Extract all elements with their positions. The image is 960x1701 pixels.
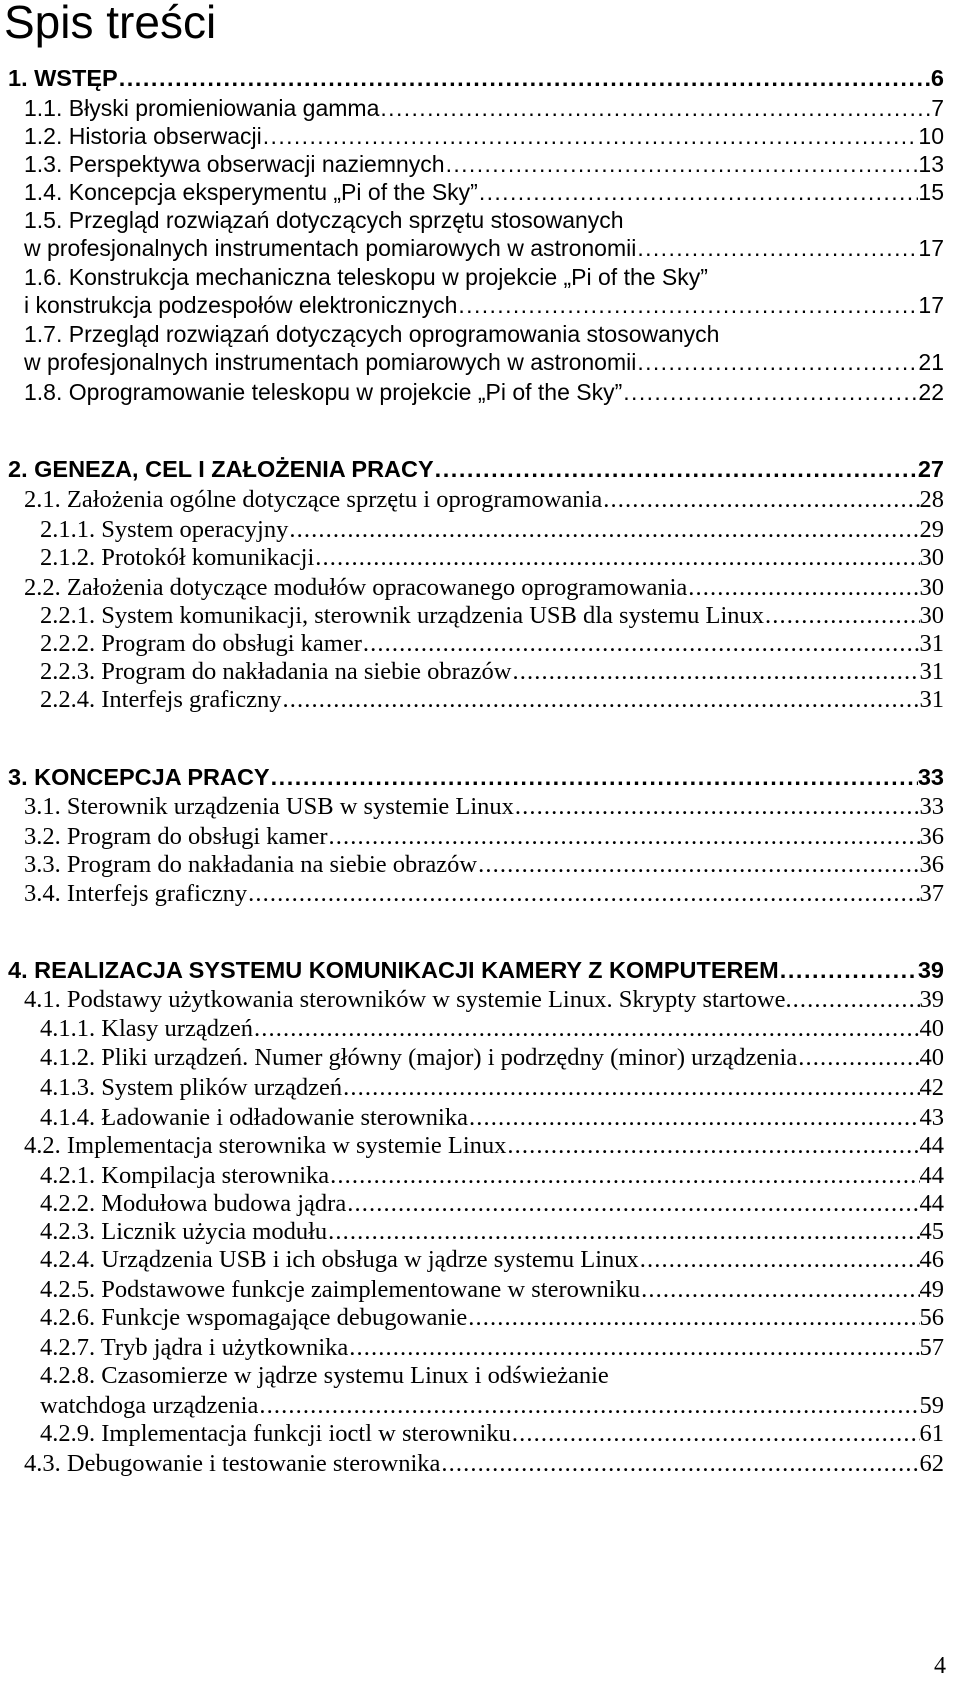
toc-page-number: 30 bbox=[919, 574, 944, 601]
toc-entry[interactable] bbox=[24, 849, 944, 881]
toc-entry-title: 1.7. Przegląd rozwiązań dotyczących oprogramowania stosowanych bbox=[24, 321, 720, 347]
toc-entry[interactable] bbox=[40, 1360, 944, 1392]
toc-entry[interactable] bbox=[40, 1244, 944, 1276]
toc-entry-title: 4.2.9. Implementacja funkcji ioctl w sterowniku bbox=[40, 1420, 511, 1447]
toc-entry-title: 2.1.1. System operacyjny bbox=[40, 516, 289, 543]
toc-page-number: 36 bbox=[919, 823, 944, 850]
toc-entry-title: 4.3. Debugowanie i testowanie sterownika bbox=[24, 1450, 441, 1477]
toc-entry-title: 1.6. Konstrukcja mechaniczna teleskopu w projekcie „Pi of the Sky” bbox=[24, 264, 708, 290]
toc-page-number: 28 bbox=[919, 486, 944, 513]
toc-leader-dots bbox=[457, 289, 918, 321]
toc-entry-title: 3.2. Program do obsługi kamer bbox=[24, 823, 328, 850]
toc-leader-dots bbox=[118, 62, 931, 94]
toc-page-number: 61 bbox=[919, 1420, 944, 1447]
toc-leader-dots bbox=[506, 1130, 919, 1162]
toc-page-number: 33 bbox=[917, 764, 944, 790]
toc-page-number: 29 bbox=[919, 516, 944, 543]
toc-leader-dots bbox=[511, 1418, 920, 1450]
toc-entry-title: watchdoga urządzenia bbox=[40, 1392, 259, 1419]
toc-entry-title: 2.1.2. Protokół komunikacji bbox=[40, 544, 315, 571]
toc-entry[interactable] bbox=[40, 1042, 944, 1074]
toc-leader-dots bbox=[636, 346, 918, 378]
toc-entry[interactable] bbox=[24, 289, 944, 321]
toc-entry-title: 4.2.8. Czasomierze w jądrze systemu Linux i odświeżanie bbox=[40, 1362, 609, 1389]
toc-page-number: 39 bbox=[919, 986, 944, 1013]
toc-leader-dots bbox=[792, 984, 920, 1016]
toc-page-number: 22 bbox=[918, 379, 944, 405]
toc-entry-title: 4.2.2. Modułowa budowa jądra bbox=[40, 1190, 347, 1217]
toc-page-number: 37 bbox=[919, 880, 944, 907]
toc-leader-dots bbox=[314, 542, 919, 574]
toc-entry-title: 4.1. Podstawy użytkowania sterowników w systemie Linux. Skrypty startowe. bbox=[24, 986, 792, 1013]
toc-leader-dots bbox=[247, 878, 919, 910]
toc-page-number: 49 bbox=[919, 1276, 944, 1303]
toc-page-number: 7 bbox=[931, 95, 944, 121]
toc-entry[interactable] bbox=[24, 1448, 944, 1480]
toc-entry-title: 2.2. Założenia dotyczące modułów opracowanego oprogramowania bbox=[24, 574, 688, 601]
toc-page-number: 15 bbox=[918, 179, 944, 205]
toc-page-number: 13 bbox=[918, 151, 944, 177]
toc-page-number: 59 bbox=[919, 1392, 944, 1419]
toc-entry-title: 3.3. Program do nakładania na siebie obrazów bbox=[24, 851, 478, 878]
toc-entry-title: 2.2.2. Program do obsługi kamer bbox=[40, 630, 362, 657]
toc-leader-dots bbox=[477, 849, 919, 881]
toc-chapter-entry[interactable] bbox=[8, 761, 944, 793]
toc-page-number: 44 bbox=[919, 1132, 944, 1159]
toc-page-number: 10 bbox=[918, 123, 944, 149]
toc-entry-title: 1.1. Błyski promieniowania gamma bbox=[24, 95, 380, 121]
toc-entry[interactable] bbox=[40, 1072, 944, 1104]
toc-entry-title: 3. KONCEPCJA PRACY bbox=[8, 764, 270, 790]
toc-leader-dots bbox=[434, 453, 918, 485]
toc-page-number: 27 bbox=[917, 456, 944, 482]
toc-leader-dots bbox=[440, 1448, 919, 1480]
toc-chapter-entry[interactable] bbox=[8, 954, 944, 986]
toc-entry-title: 2.2.1. System komunikacji, sterownik urządzenia USB dla systemu Linux bbox=[40, 602, 765, 629]
toc-page-number: 45 bbox=[919, 1218, 944, 1245]
toc-entry-title: 4.1.2. Pliki urządzeń. Numer główny (major) i podrzędny (minor) urządzenia bbox=[40, 1044, 798, 1071]
toc-chapter-entry[interactable] bbox=[8, 453, 944, 485]
toc-page-number: 17 bbox=[918, 292, 944, 318]
toc-entry[interactable] bbox=[24, 791, 944, 823]
toc-entry[interactable] bbox=[24, 484, 944, 516]
toc-entry[interactable] bbox=[24, 376, 944, 408]
toc-leader-dots bbox=[797, 1042, 919, 1074]
toc-entry-title: i konstrukcja podzespołów elektronicznych bbox=[24, 292, 458, 318]
toc-page-number: 39 bbox=[917, 957, 944, 983]
toc-leader-dots bbox=[270, 761, 918, 793]
toc-page-number: 46 bbox=[919, 1246, 944, 1273]
toc-entry-title: 3.4. Interfejs graficzny bbox=[24, 880, 248, 907]
toc-entry-title: 2.2.4. Interfejs graficzny bbox=[40, 686, 282, 713]
toc-entry-title: 4.2.5. Podstawowe funkcje zaimplementowane w sterowniku bbox=[40, 1276, 641, 1303]
toc-page-number: 42 bbox=[919, 1074, 944, 1101]
toc-entry-title: 4.2.4. Urządzenia USB i ich obsługa w jądrze systemu Linux bbox=[40, 1246, 639, 1273]
toc-leader-dots bbox=[639, 1244, 920, 1276]
toc-page-number: 56 bbox=[919, 1304, 944, 1331]
toc-entry-title: 4.1.4. Ładowanie i odładowanie sterownika bbox=[40, 1104, 468, 1131]
toc-entry[interactable] bbox=[40, 1013, 944, 1045]
toc-page-number: 40 bbox=[919, 1015, 944, 1042]
toc-entry-title: 1.8. Oprogramowanie teleskopu w projekcie „Pi of the Sky” bbox=[24, 379, 623, 405]
toc-leader-dots bbox=[342, 1072, 919, 1104]
toc-entry[interactable] bbox=[40, 1418, 944, 1450]
toc-entry[interactable] bbox=[40, 1302, 944, 1334]
toc-page-number: 44 bbox=[919, 1162, 944, 1189]
page-title: Spis treści bbox=[4, 0, 217, 48]
toc-entry-title: 1.4. Koncepcja eksperymentu „Pi of the Sky” bbox=[24, 179, 478, 205]
toc-leader-dots bbox=[253, 1013, 920, 1045]
toc-entry-title: 1.5. Przegląd rozwiązań dotyczących sprzętu stosowanych bbox=[24, 207, 624, 233]
toc-page-number: 31 bbox=[919, 630, 944, 657]
toc-leader-dots bbox=[514, 791, 920, 823]
toc-page-number: 62 bbox=[919, 1450, 944, 1477]
toc-page-number: 21 bbox=[918, 349, 944, 375]
toc-page-number: 43 bbox=[919, 1104, 944, 1131]
toc-entry-title: 4.2. Implementacja sterownika w systemie Linux bbox=[24, 1132, 507, 1159]
toc-page-number: 30 bbox=[919, 544, 944, 571]
toc-entry-title: 2.2.3. Program do nakładania na siebie obrazów bbox=[40, 658, 512, 685]
toc-leader-dots bbox=[467, 1302, 919, 1334]
toc-leader-dots bbox=[779, 954, 918, 986]
toc-entry-title: 4.1.1. Klasy urządzeń bbox=[40, 1015, 253, 1042]
toc-entry[interactable] bbox=[24, 346, 944, 378]
toc-entry-title: w profesjonalnych instrumentach pomiarowych w astronomii bbox=[24, 349, 637, 375]
toc-entry[interactable] bbox=[24, 232, 944, 264]
toc-chapter-entry[interactable] bbox=[8, 62, 944, 94]
toc-leader-dots bbox=[602, 484, 919, 516]
toc-page-number: 40 bbox=[919, 1044, 944, 1071]
toc-entry-title: 4.2.3. Licznik użycia modułu bbox=[40, 1218, 328, 1245]
toc-entry[interactable] bbox=[40, 542, 944, 574]
toc-leader-dots bbox=[282, 684, 920, 716]
toc-page-number: 31 bbox=[919, 686, 944, 713]
toc-page-number: 36 bbox=[919, 851, 944, 878]
toc-entry[interactable] bbox=[24, 878, 944, 910]
toc-page-number: 33 bbox=[919, 793, 944, 820]
toc-page-number: 31 bbox=[919, 658, 944, 685]
toc-page-number: 44 bbox=[919, 1190, 944, 1217]
toc-entry-title: 2. GENEZA, CEL I ZAŁOŻENIA PRACY bbox=[8, 456, 434, 482]
toc-leader-dots bbox=[622, 376, 918, 408]
toc-entry-title: 1. WSTĘP bbox=[8, 65, 118, 91]
toc-entry-title: w profesjonalnych instrumentach pomiarowych w astronomii bbox=[24, 235, 637, 261]
toc-entry-title: 4.1.3. System plików urządzeń bbox=[40, 1074, 343, 1101]
toc-entry[interactable] bbox=[24, 1130, 944, 1162]
toc-entry-title: 4.2.1. Kompilacja sterownika bbox=[40, 1162, 330, 1189]
toc-entry[interactable] bbox=[40, 684, 944, 716]
toc-leader-dots bbox=[636, 232, 918, 264]
toc-entry-title: 2.1. Założenia ogólne dotyczące sprzętu i oprogramowania bbox=[24, 486, 603, 513]
toc-entry-title: 4.2.7. Tryb jądra i użytkownika bbox=[40, 1334, 349, 1361]
toc-entry-title: 4. REALIZACJA SYSTEMU KOMUNIKACJI KAMERY Z KOMPUTEREM bbox=[8, 957, 779, 983]
toc-entry-title: 3.1. Sterownik urządzenia USB w systemie Linux bbox=[24, 793, 514, 820]
toc-entry-title: 1.3. Perspektywa obserwacji naziemnych bbox=[24, 151, 445, 177]
toc-page-number: 6 bbox=[930, 65, 944, 91]
page-number: 4 bbox=[934, 1653, 946, 1679]
toc-page-number: 57 bbox=[919, 1334, 944, 1361]
toc-entry-title: 1.2. Historia obserwacji bbox=[24, 123, 262, 149]
toc-entry-title: 4.2.6. Funkcje wspomagające debugowanie bbox=[40, 1304, 468, 1331]
toc-page-number: 17 bbox=[918, 235, 944, 261]
toc-page-number: 30 bbox=[919, 602, 944, 629]
toc-entry[interactable] bbox=[24, 984, 944, 1016]
